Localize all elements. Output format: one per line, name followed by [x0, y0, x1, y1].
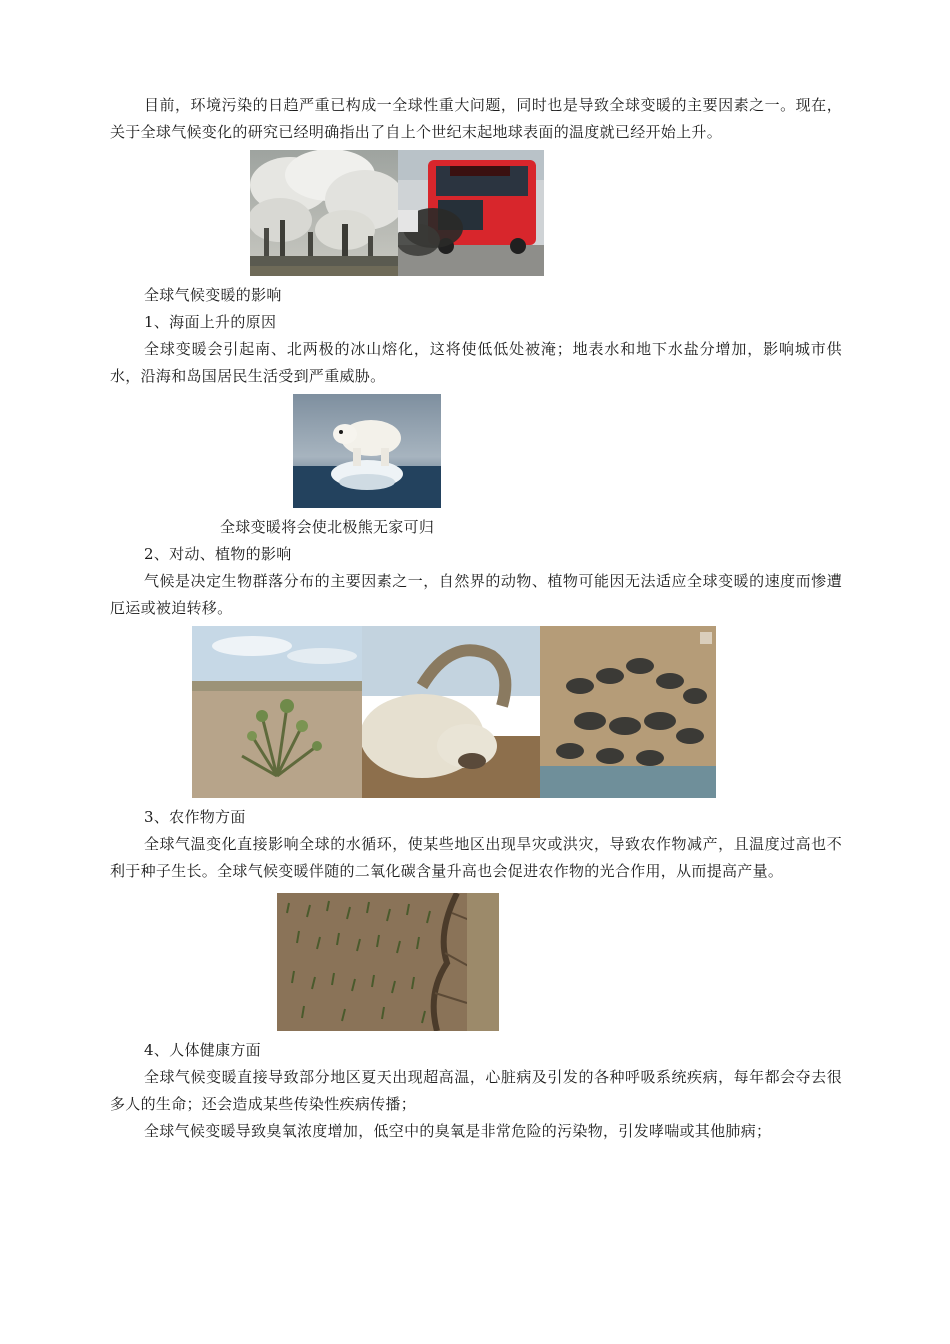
- crop-image-row: [110, 893, 842, 1031]
- impact-heading: 全球气候变暖的影响: [144, 286, 282, 304]
- ecosystem-image-row: [110, 626, 842, 798]
- pollution-image-row: [110, 150, 842, 276]
- factory-smoke-photo: [250, 150, 398, 276]
- cracked-field-photo: [277, 893, 499, 1031]
- document-page: [110, 92, 842, 1145]
- bus-exhaust-photo: [398, 150, 544, 276]
- section-4-paragraph-2: 全球气候变暖导致臭氧浓度增加，低空中的臭氧是非常危险的污染物，引发哮喘或其他肺病；: [144, 1122, 772, 1140]
- polar-bear-photo: [293, 394, 441, 508]
- dead-goat-photo: [362, 626, 540, 798]
- section-1-heading: 1、海面上升的原因: [144, 313, 277, 331]
- section-2-paragraph: 气候是决定生物群落分布的主要因素之一，自然界的动物、植物可能因无法适应全球变暖的速度而惨遭厄运或被迫转移。: [110, 572, 842, 617]
- section-3-heading: 3、农作物方面: [144, 808, 246, 826]
- polar-bear-image-row: [110, 394, 842, 508]
- section-2-heading: 2、对动、植物的影响: [144, 545, 292, 563]
- desert-shrub-photo: [192, 626, 362, 798]
- section-4-paragraph-1: 全球气候变暖直接导致部分地区夏天出现超高温，心脏病及引发的各种呼吸系统疾病，每年都会夺去很多人的生命；还会造成某些传染性疾病传播；: [110, 1068, 842, 1113]
- section-1-paragraph: 全球变暖会引起南、北两极的冰山熔化，这将使低低处被淹；地表水和地下水盐分增加，影响城市供水，沿海和岛国居民生活受到严重威胁。: [110, 340, 842, 385]
- polar-bear-caption: 全球变暖将会使北极熊无家可归: [220, 518, 435, 536]
- section-4-heading: 4、人体健康方面: [144, 1041, 261, 1059]
- wildebeest-crossing-photo: [540, 626, 716, 798]
- intro-paragraph: 目前，环境污染的日趋严重已构成一全球性重大问题，同时也是导致全球变暖的主要因素之一。现在，关于全球气候变化的研究已经明确指出了自上个世纪末起地球表面的温度就已经开始上升。: [110, 96, 842, 141]
- section-3-paragraph: 全球气温变化直接影响全球的水循环，使某些地区出现旱灾或洪灾，导致农作物减产，且温度过高也不利于种子生长。全球气候变暖伴随的二氧化碳含量升高也会促进农作物的光合作用，从而提高产量。: [110, 835, 842, 880]
